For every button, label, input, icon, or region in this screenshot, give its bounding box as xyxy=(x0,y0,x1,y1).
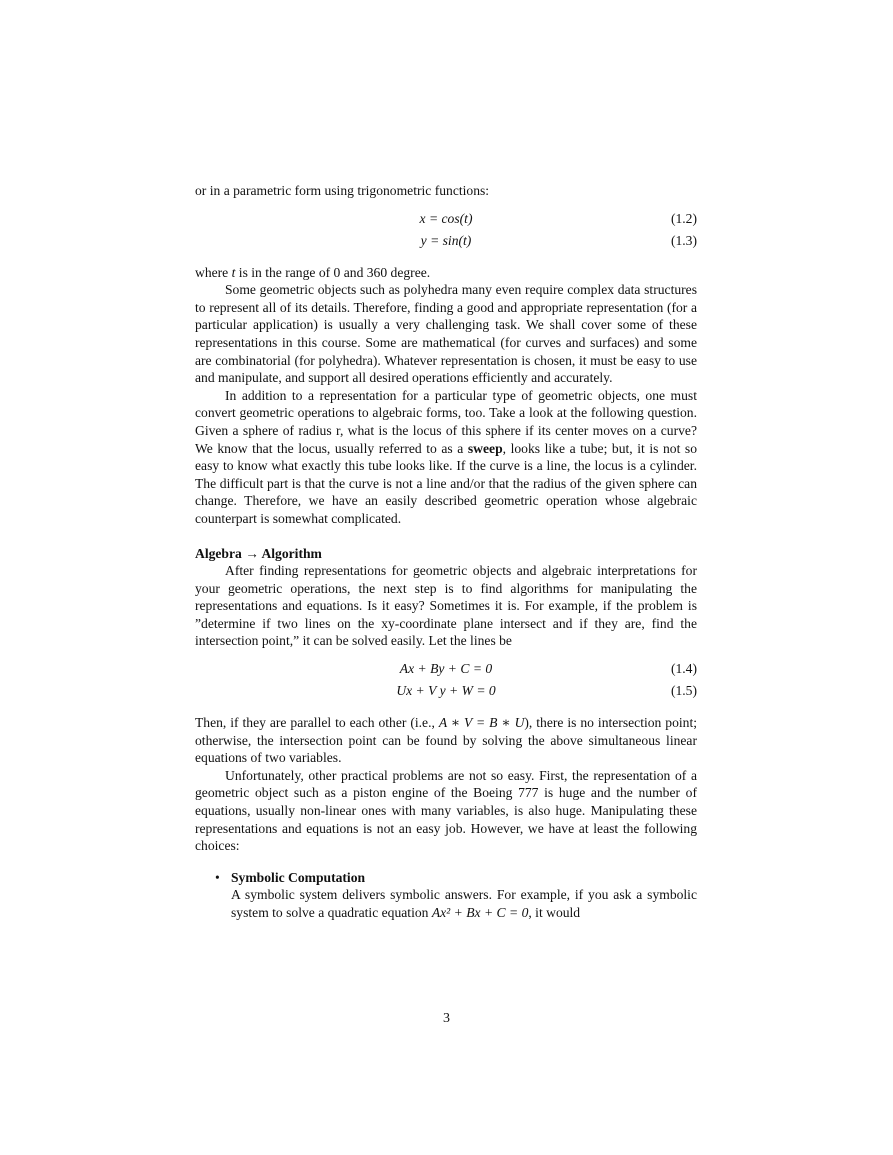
equation: x = cos(t) xyxy=(419,210,473,226)
bullet-text: A symbolic system delivers symbolic answers. For example, if you ask a symbolic system to solve a quadratic equation Ax² + Bx + C = 0, it would xyxy=(231,887,697,920)
paragraph-representation: Some geometric objects such as polyhedra many even require complex data structures to represent all of its details. Therefore, finding a good and appropriate representation (for a particular application) is usually a very challenging task. We shall cover some of these representations in this course. Some are mathematical (for curves and surfaces) and some are combinatorial (for polyhedra). Whatever representation is chosen, it must be easy to use and manipulate, and support all desired operations efficiently and accurately. xyxy=(195,282,697,386)
quadratic-equation: Ax² + Bx + C = 0 xyxy=(431,905,529,920)
variable-t: t xyxy=(231,264,236,280)
bullet-icon: • xyxy=(215,869,220,885)
equation-block-2 xyxy=(195,660,697,704)
equation-row xyxy=(195,682,697,704)
equation-row xyxy=(195,210,697,232)
equation: Ux + V y + W = 0 xyxy=(396,683,496,699)
equation-number: (1.4) xyxy=(670,661,697,677)
equation-row xyxy=(195,660,697,682)
where-line: where t is in the range of 0 and 360 degree. xyxy=(195,264,431,280)
paragraph-sweep: In addition to a representation for a particular type of geometric objects, one must convert geometric operations to algebraic forms, too. Take a look at the following question. Given a sphere of radius r, what is the locus of this sphere if its center moves on a curve? We know that the locus, usually referred to as a sweep, looks like a tube; but, it is not so easy to know what exactly this tube looks like. If the curve is a line, the locus is a cylinder. The difficult part is that the curve is not a line and/or that the radius of the given sphere can change. Therefore, we have an easily described geometric operation whose algebraic counterpart is somewhat complicated. xyxy=(195,387,697,526)
bullet-title: Symbolic Computation xyxy=(231,869,366,885)
equation: Ax + By + C = 0 xyxy=(399,661,493,677)
paragraph-unfortunately: Unfortunately, other practical problems are not so easy. First, the representation of a geometric object such as a piston engine of the Boeing 777 is huge and the number of equations, usually non-linear ones with many variables, is also huge. Manipulating these representations and equations is not an easy job. However, we have at least the following choices: xyxy=(195,767,697,854)
section-heading: Algebra → Algorithm xyxy=(195,545,322,561)
document-body xyxy=(195,182,697,922)
sweep-term: sweep xyxy=(467,440,503,456)
paragraph-algorithm: After finding representations for geometric objects and algebraic interpretations for your geometric operations, the next step is to find algorithms for manipulating the representations and equations. Is it easy? Sometimes it is. For example, if the problem is ”determine if two lines on the xy-coordinate plane intersect and if they are, find the intersection point,” it can be solved easily. Let the lines be xyxy=(195,563,697,649)
equation-number: (1.3) xyxy=(670,232,697,248)
parallel-condition: A ∗ V = B ∗ U xyxy=(438,715,525,731)
intro-line: or in a parametric form using trigonometric functions: xyxy=(195,183,490,198)
bullet-list xyxy=(195,869,697,922)
equation-number: (1.2) xyxy=(670,210,697,226)
equation-block-1 xyxy=(195,210,697,254)
page-number: 3 xyxy=(443,1011,450,1026)
equation-row xyxy=(195,232,697,254)
equation-number: (1.5) xyxy=(670,683,697,699)
paragraph-parallel: Then, if they are parallel to each other (i.e., A ∗ V = B ∗ U), there is no intersection point; otherwise, the intersection point can be found by solving the above simultaneous linear equations of two variables. xyxy=(195,715,698,766)
equation: y = sin(t) xyxy=(420,232,472,248)
